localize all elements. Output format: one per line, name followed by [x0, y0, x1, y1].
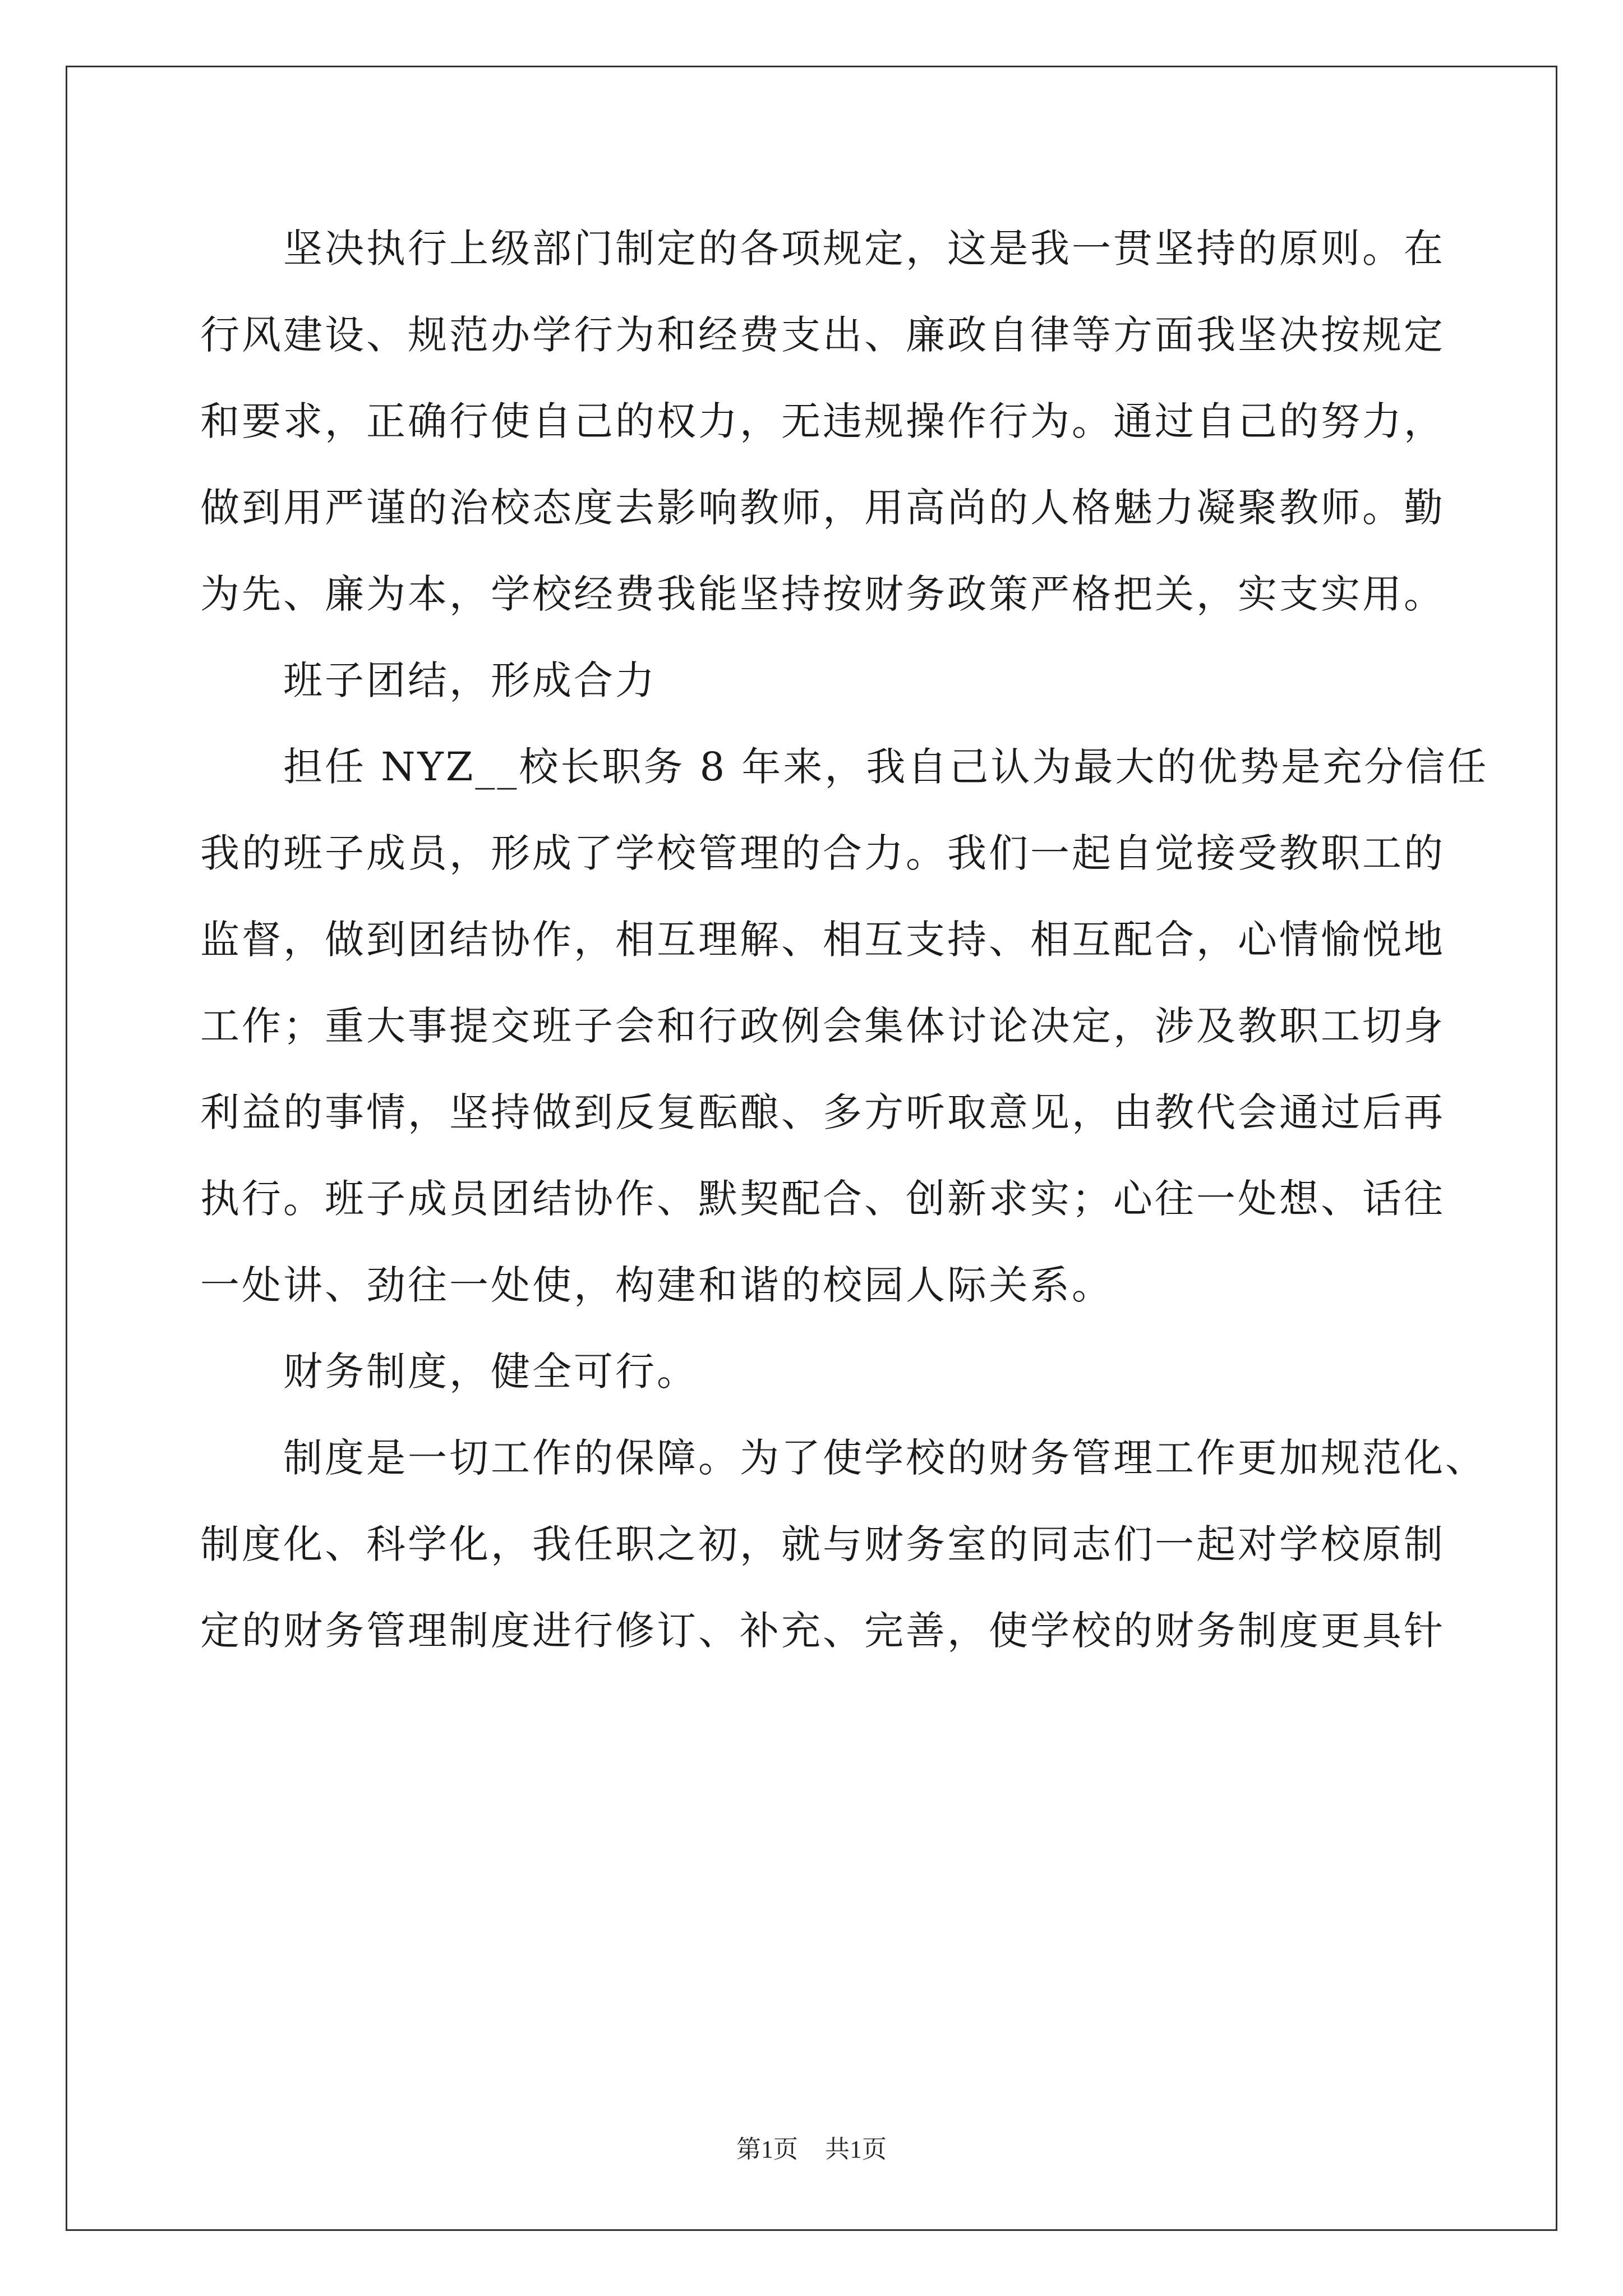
page-footer — [0, 2129, 1623, 2165]
page-number-total: 共1页 — [825, 2136, 887, 2163]
text-line: 制度化、科学化，我任职之初，就与财务室的同志们一起对学校原制 — [200, 1521, 1445, 1567]
text-line: 制度是一切工作的保障。为了使学校的财务管理工作更加规范化、 — [283, 1435, 1487, 1481]
text-line: 利益的事情，坚持做到反复酝酿、多方听取意见，由教代会通过后再 — [200, 1089, 1445, 1135]
text-line: 工作；重大事提交班子会和行政例会集体讨论决定，涉及教职工切身 — [200, 1003, 1445, 1049]
text-line: 一处讲、劲往一处使，构建和谐的校园人际关系。 — [200, 1262, 1113, 1308]
document-body — [200, 205, 1489, 1674]
section-heading: 班子团结，形成合力 — [283, 657, 657, 703]
section-heading: 财务制度，健全可行。 — [283, 1349, 698, 1395]
text-line: 坚决执行上级部门制定的各项规定，这是我一贯坚持的原则。在 — [283, 226, 1445, 272]
text-line: 行风建设、规范办学行为和经费支出、廉政自律等方面我坚决按规定 — [200, 312, 1445, 358]
text-line: 做到用严谨的治校态度去影响教师，用高尚的人格魅力凝聚教师。勤 — [200, 485, 1445, 531]
text-line: 和要求，正确行使自己的权力，无违规操作行为。通过自己的努力， — [200, 398, 1445, 444]
text-line: 监督，做到团结协作，相互理解、相互支持、相互配合，心情愉悦地 — [200, 917, 1445, 963]
page-number-current: 第1页 — [736, 2136, 798, 2163]
text-line: 我的班子成员，形成了学校管理的合力。我们一起自觉接受教职工的 — [200, 830, 1445, 876]
text-line: 为先、廉为本，学校经费我能坚持按财务政策严格把关，实支实用。 — [200, 571, 1445, 617]
text-line: 执行。班子成员团结协作、默契配合、创新求实；心往一处想、话往 — [200, 1176, 1445, 1222]
text-line: 定的财务管理制度进行修订、补充、完善，使学校的财务制度更具针 — [200, 1608, 1445, 1654]
text-line: 担任 NYZ__校长职务 8 年来，我自己认为最大的优势是充分信任 — [283, 744, 1489, 790]
